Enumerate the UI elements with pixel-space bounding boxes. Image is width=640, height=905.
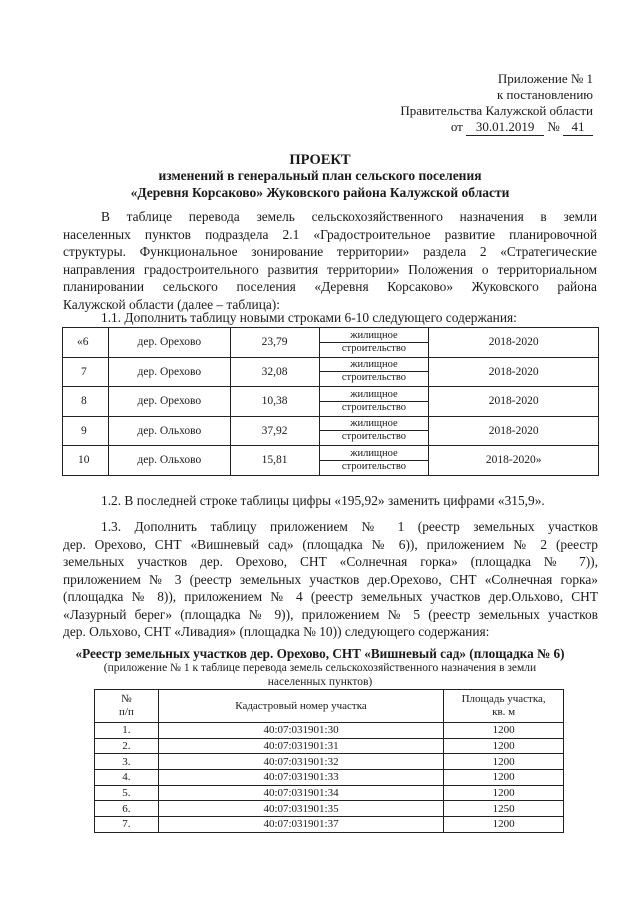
row-place: дер. Орехово [108, 387, 230, 417]
row-use-line2: строительство [320, 371, 429, 384]
table-row [63, 416, 599, 446]
row-use-line2: строительство [320, 460, 429, 473]
intro-line: структуры. Функциональное зонирование территории» раздела 2 «Стратегические [63, 244, 597, 259]
row-use [319, 357, 429, 387]
header-cadastral: Кадастровый номер участка [158, 690, 443, 723]
row-cadastral: 40:07:031901:35 [158, 801, 443, 817]
row-use-line2: строительство [320, 401, 429, 414]
row-cadastral: 40:07:031901:34 [158, 785, 443, 801]
table-row [95, 723, 564, 739]
table-row [63, 357, 599, 387]
land-transfer-table [62, 327, 599, 476]
row-place: дер. Орехово [108, 357, 230, 387]
row-area: 1200 [444, 785, 564, 801]
number-prefix: № [547, 119, 560, 134]
header-num-line2: п/п [119, 706, 134, 718]
row-area: 1200 [444, 770, 564, 786]
row-number: 10 [63, 446, 109, 476]
item-1-1: 1.1. Дополнить таблицу новыми строками 6-10 следующего содержания: [101, 310, 517, 325]
row-area: 1200 [444, 754, 564, 770]
header-area-line2: кв. м [492, 706, 516, 718]
row-area: 23,79 [230, 328, 319, 358]
row-years: 2018-2020 [429, 416, 599, 446]
row-use-line1: жилищное [350, 329, 398, 341]
row-cadastral: 40:07:031901:37 [158, 817, 443, 833]
date-number-line [400, 119, 593, 136]
row-years: 2018-2020 [429, 387, 599, 417]
table-row [63, 387, 599, 417]
item-1-3-line: земельных участков дер. Орехово, СНТ «Солнечная горка» (площадка № 7)), [63, 554, 598, 569]
registry-header-row [95, 690, 564, 723]
row-years: 2018-2020 [429, 357, 599, 387]
row-number: 9 [63, 416, 109, 446]
row-use-line1: жилищное [350, 388, 398, 400]
header-area-line1: Площадь участка, [461, 693, 546, 705]
row-number: 1. [95, 723, 159, 739]
row-number: 8 [63, 387, 109, 417]
registry-subtitle-1: (приложение № 1 к таблице перевода земель сельскохозяйственного назначения в земли [103, 662, 537, 674]
row-use [319, 328, 429, 358]
table-row [63, 328, 599, 358]
row-cadastral: 40:07:031901:32 [158, 754, 443, 770]
row-use-line2: строительство [320, 430, 429, 443]
appendix-label: Приложение № 1 [497, 71, 593, 86]
table-row [95, 770, 564, 786]
header-area [444, 690, 564, 723]
item-1-3 [63, 518, 598, 641]
row-area: 1200 [444, 817, 564, 833]
intro-line: населенных пунктов подраздела 2.1 «Градостроительное развитие планировочной [63, 226, 597, 242]
page-title: ПРОЕКТ [289, 152, 351, 168]
table-row [95, 754, 564, 770]
row-area: 37,92 [230, 416, 319, 446]
item-1-3-line: дер. Ольхово, СНТ «Ливадия» (площадка № 10)) следующего содержания: [63, 624, 490, 639]
row-number: 2. [95, 738, 159, 754]
row-use-line1: жилищное [350, 418, 398, 430]
intro-line: Калужской области (далее – таблица): [63, 296, 280, 312]
row-number: 4. [95, 770, 159, 786]
item-1-3-line: дер. Орехово, СНТ «Вишневый сад» (площадка № 6)), приложением № 2 (реестр [63, 536, 598, 552]
row-number: 3. [95, 754, 159, 770]
row-use [319, 416, 429, 446]
row-number: «6 [63, 328, 109, 358]
item-1-2: 1.2. В последней строке таблицы цифры «195,92» заменить цифрами «315,9». [101, 493, 545, 508]
row-area: 10,38 [230, 387, 319, 417]
item-1-3-line: приложением № 3 (реестр земельных участков дер.Орехово, СНТ «Солнечная горка» [63, 571, 598, 587]
table-row [95, 738, 564, 754]
item-1-3-line: «Лазурный берег» (площадка № 9)), приложением № 5 (реестр земельных участков [63, 606, 598, 622]
row-area: 1200 [444, 738, 564, 754]
appendix-header [400, 71, 593, 136]
page-subtitle-2: «Деревня Корсаково» Жуковского района Калужской области [130, 185, 510, 200]
intro-line: В таблице перевода земель сельскохозяйственного назначения в земли [101, 209, 597, 224]
row-use-line1: жилищное [350, 447, 398, 459]
item-1-3-line: (площадка № 8)), приложением № 4 (реестр земельных участков дер.Ольхово, СНТ [63, 589, 598, 604]
row-years: 2018-2020 [429, 328, 599, 358]
row-area: 1200 [444, 723, 564, 739]
table-row [95, 817, 564, 833]
registry-title: «Реестр земельных участков дер. Орехово, СНТ «Вишневый сад» (площадка № 6) [75, 646, 565, 661]
row-use [319, 387, 429, 417]
row-place: дер. Ольхово [108, 416, 230, 446]
row-number: 5. [95, 785, 159, 801]
table-row [95, 785, 564, 801]
row-cadastral: 40:07:031901:33 [158, 770, 443, 786]
resolution-label: к постановлению [496, 87, 593, 102]
row-use [319, 446, 429, 476]
resolution-number: 41 [563, 119, 593, 136]
row-use-line2: строительство [320, 342, 429, 355]
date-prefix: от [450, 119, 463, 134]
row-place: дер. Ольхово [108, 446, 230, 476]
government-label: Правительства Калужской области [400, 103, 593, 118]
row-cadastral: 40:07:031901:31 [158, 738, 443, 754]
row-years: 2018-2020» [429, 446, 599, 476]
row-place: дер. Орехово [108, 328, 230, 358]
row-number: 7 [63, 357, 109, 387]
item-1-3-line: 1.3. Дополнить таблицу приложением № 1 (реестр земельных участков [101, 519, 598, 534]
intro-paragraph [63, 208, 597, 313]
row-cadastral: 40:07:031901:30 [158, 723, 443, 739]
row-number: 7. [95, 817, 159, 833]
table-row [63, 446, 599, 476]
header-num-line1: № [121, 693, 132, 705]
header-num [95, 690, 159, 723]
row-use-line1: жилищное [350, 359, 398, 371]
row-area: 32,08 [230, 357, 319, 387]
intro-line: планировании сельского поселения «Деревня Корсаково» Жуковского района [63, 279, 597, 294]
page-subtitle-1: изменений в генеральный план сельского поселения [158, 168, 482, 183]
resolution-date: 30.01.2019 [466, 119, 544, 136]
row-number: 6. [95, 801, 159, 817]
row-area: 1250 [444, 801, 564, 817]
registry-table [94, 689, 564, 833]
intro-line: направления градостроительного развития территории» Положения о территориальном [63, 261, 597, 277]
row-area: 15,81 [230, 446, 319, 476]
table-row [95, 801, 564, 817]
registry-subtitle-2: населенных пунктов) [267, 676, 373, 688]
